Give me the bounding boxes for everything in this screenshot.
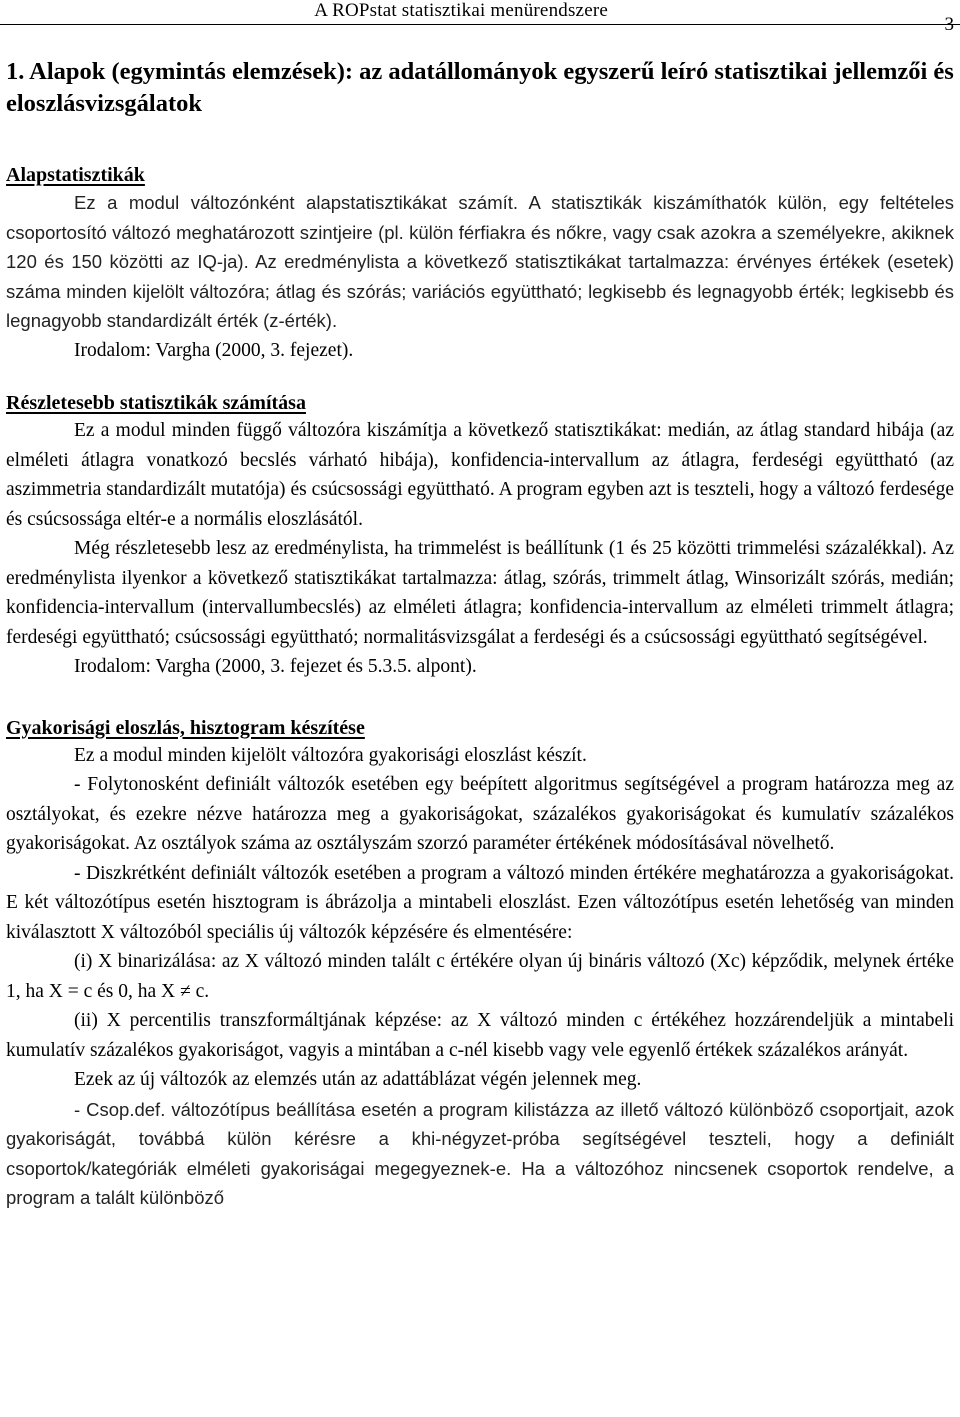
section-alapstatisztikak — [6, 162, 954, 365]
paragraph: - Csop.def. változótípus beállítása esetén a program kilistázza az illető változó különböző csoportjait, azok gyakoriságát, továbbá külön kérésre a khi-négyzet-próba segítségével teszteli, hogy a definiált csoportok/kategóriák elméleti gyakoriságai megegyeznek-e. Ha a változóhoz nincsenek csoportok rendelve, a program a talált különböző — [6, 1098, 954, 1208]
paragraph: - Folytonosként definiált változók esetében egy beépített algoritmus segítségével a program határozza meg az osztályokat, és ezekre nézve határozza meg a gyakoriságokat, százalékos gyakoriságokat és kumulatív százalékos gyakoriságokat. Az osztályok száma az osztályszám szorzó paraméter értékének módosításával növelhető. — [6, 774, 954, 854]
section-heading: Alapstatisztikák — [6, 164, 145, 186]
paragraph: Még részletesebb lesz az eredménylista, ha trimmelést is beállítunk (1 és 25 közötti trimmelési százalékkal). Az eredménylista ilyenkor a következő statisztikákat tartalmazza: átlag, szórás, trimmelt átlag, Winsorizált szórás, medián; konfidencia-intervallum (intervallumbecslés) az elméleti átlagra; konfidencia-intervallum az elméleti trimmelt átlagra; ferdeségi együttható; csúcsossági együttható; normalitásvizsgálat a ferdeségi és a csúcsossági együttható segítségével. — [6, 538, 954, 648]
section-heading: Gyakorisági eloszlás, hisztogram készítése — [6, 716, 365, 739]
paragraph: (ii) X percentilis transzformáltjának képzése: az X változó minden c értékéhez hozzárendeljük a mintabeli kumulatív százalékos gyakoriságot, vagyis a mintában a c-nél kisebb vagy vele egyenlő értékek százalékos arányát. — [6, 1010, 954, 1061]
paragraph: Ez a modul minden kijelölt változóra gyakorisági eloszlást készít. — [74, 744, 587, 766]
reference-paragraph: Irodalom: Vargha (2000, 3. fejezet). — [74, 339, 354, 361]
header-rule — [0, 24, 960, 25]
section-gyakorisagi-eloszlas — [6, 715, 954, 1213]
section-reszletesebb-statisztikak — [6, 390, 954, 682]
chapter-title: 1. Alapok (egymintás elemzések): az adatállományok egyszerű leíró statisztikai jellemzői és eloszlásvizsgálatok — [6, 58, 954, 117]
paragraph: Ez a modul változónként alapstatisztikákat számít. A statisztikák kiszámíthatók külön, egy feltételes csoportosító változó meghatározott szintjeire (pl. külön férfiakra és nőkre, vagy csak azokra a személyekre, akiknek 120 és 150 közötti az IQ-ja). Az eredménylista a következő statisztikákat tartalmazza: érvényes értékek (esetek) száma minden kijelölt változóra; átlag és szórás; variációs együttható; legkisebb és legnagyobb érték; legkisebb és legnagyobb standardizált érték (z-érték). — [6, 192, 954, 331]
paragraph: - Diszkrétként definiált változók esetében a program a változó minden értékére meghatározza a gyakoriságokat. E két változótípus esetén hisztogram is ábrázolja a mintabeli eloszlást. Ezen változótípus esetén lehetőség van minden kiválasztott X változóból speciális új változók képzésére és elmentésére: — [6, 862, 954, 943]
running-title: A ROPstat statisztikai menürendszere — [314, 0, 608, 21]
paragraph: Ez a modul minden függő változóra kiszámítja a következő statisztikákat: medián, az átlag standard hibája (az elméleti átlagra vonatkozó becslés várható hibája), konfidencia-intervallum az átlagra, ferdeségi együttható (az aszimmetria standardizált mutatója) és csúcsossági együttható. A program egyben azt is teszteli, hogy a változó ferdesége és csúcsossága eltér-e a normális eloszlásától. — [6, 420, 954, 530]
page-content — [6, 56, 954, 1213]
paragraph: Ezek az új változók az elemzés után az adattáblázat végén jelennek meg. — [74, 1069, 642, 1090]
page-number — [945, 14, 955, 36]
reference-paragraph: Irodalom: Vargha (2000, 3. fejezet és 5.3.5. alpont). — [74, 656, 477, 677]
paragraph: (i) X binarizálása: az X változó minden talált c értékére olyan új bináris változó (Xc) képződik, melynek értéke 1, ha X = c és 0, ha X ≠ c. — [6, 951, 954, 1002]
section-heading: Részletesebb statisztikák számítása — [6, 392, 306, 414]
